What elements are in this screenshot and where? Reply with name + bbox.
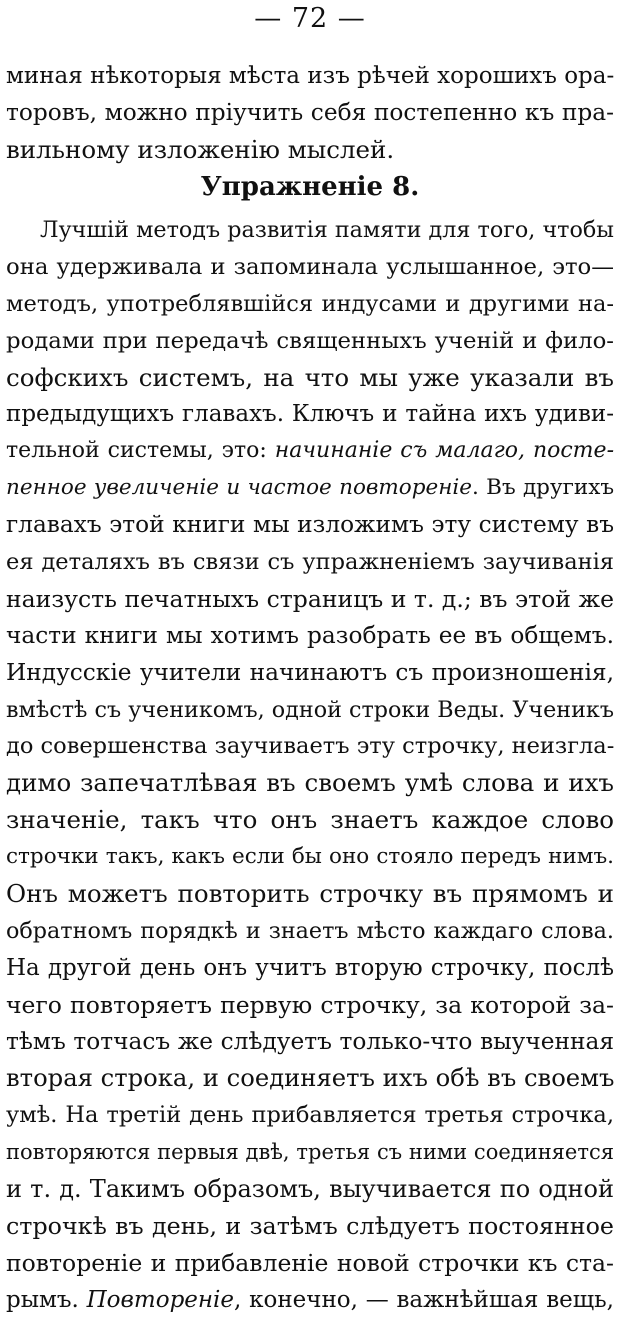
text-line: повторяются первыя двѣ, третья съ ними соединяется — [6, 1140, 614, 1165]
text-line: она удерживала и запоминала услышанное, это— — [6, 253, 614, 280]
text-line-mixed — [6, 470, 614, 507]
text-line: чего повторяетъ первую строчку, за которой за- — [6, 990, 614, 1019]
paragraph-continuation — [6, 58, 614, 169]
text-line: обратномъ порядкѣ и знаетъ мѣсто каждаго слова. — [6, 917, 614, 944]
text-line: значеніе, такъ что онъ знаетъ каждое слово — [6, 805, 614, 835]
text-line: и т. д. Такимъ образомъ, выучивается по одной — [6, 1175, 614, 1204]
text-line: торовъ, можно пріучить себя постепенно къ пра- — [6, 98, 614, 126]
text-line: умѣ. На третій день прибавляется третья строчка, — [6, 1102, 614, 1129]
italic-run: пенное увеличеніе и частое повтореніе — [6, 475, 472, 501]
text-line-mixed — [6, 1282, 614, 1319]
text-line: Онъ можетъ повторить строчку въ прямомъ и — [6, 879, 614, 909]
text-line: наизусть печатныхъ страницъ и т. д.; въ этой же — [6, 584, 614, 613]
text-line: тѣмъ тотчасъ же слѣдуетъ только-что выученная — [6, 1027, 614, 1055]
text-line: строчкѣ въ день, и затѣмъ слѣдуетъ постоянное — [6, 1212, 614, 1241]
italic-run: начинаніе съ малаго, посте- — [274, 438, 614, 464]
text-line: части книги мы хотимъ разобрать ее въ общемъ. — [6, 621, 614, 649]
text-line: миная нѣкоторыя мѣста изъ рѣчей хорошихъ ора- — [6, 63, 615, 89]
section-heading: Упражненіе 8. — [200, 172, 420, 202]
text-run: тельной системы, это: — [6, 438, 275, 464]
text-line: димо запечатлѣвая въ своемъ умѣ слова и ихъ — [6, 768, 614, 798]
italic-run: Повтореніе — [86, 1286, 235, 1313]
text-line: На другой день онъ учитъ вторую строчку, послѣ — [6, 954, 614, 981]
text-run: , конечно, — важнѣйшая вещь, — [234, 1286, 614, 1313]
text-line: главахъ этой книги мы изложимъ эту систему въ — [6, 511, 614, 539]
text-line: до совершенства заучиваетъ эту строчку, неизгла- — [6, 733, 615, 760]
text-line: родами при передачѣ священныхъ ученій и фило- — [6, 327, 614, 354]
text-line: вторая строка, и соединяетъ ихъ обѣ въ своемъ — [6, 1063, 615, 1093]
text-line: Лучшій методъ развитія памяти для того, чтобы — [40, 217, 614, 243]
text-line: методъ, употреблявшійся индусами и другими на- — [6, 290, 614, 317]
text-line: повтореніе и прибавленіе новой строчки къ ста- — [6, 1248, 614, 1277]
text-run: . Въ другихъ — [471, 475, 614, 501]
text-line: Индусскіе учители начинаютъ съ произношенія, — [6, 658, 614, 686]
text-line: софскихъ системъ, на что мы уже указали въ — [6, 362, 614, 392]
text-run: рымъ. — [6, 1286, 87, 1313]
paragraph-main — [6, 212, 614, 1319]
text-line: предыдущихъ главахъ. Ключъ и тайна ихъ удиви- — [6, 401, 614, 428]
text-line: вильному изложенію мыслей. — [6, 134, 395, 164]
text-line: вмѣстѣ съ ученикомъ, одной строки Веды. Ученикъ — [6, 696, 614, 723]
page-number: — 72 — — [254, 3, 366, 34]
text-line-mixed — [6, 433, 614, 470]
text-line: ея деталяхъ въ связи съ упражненіемъ заучиванія — [6, 549, 614, 576]
text-line: строчки такъ, какъ если бы оно стояло передъ нимъ. — [6, 844, 614, 870]
